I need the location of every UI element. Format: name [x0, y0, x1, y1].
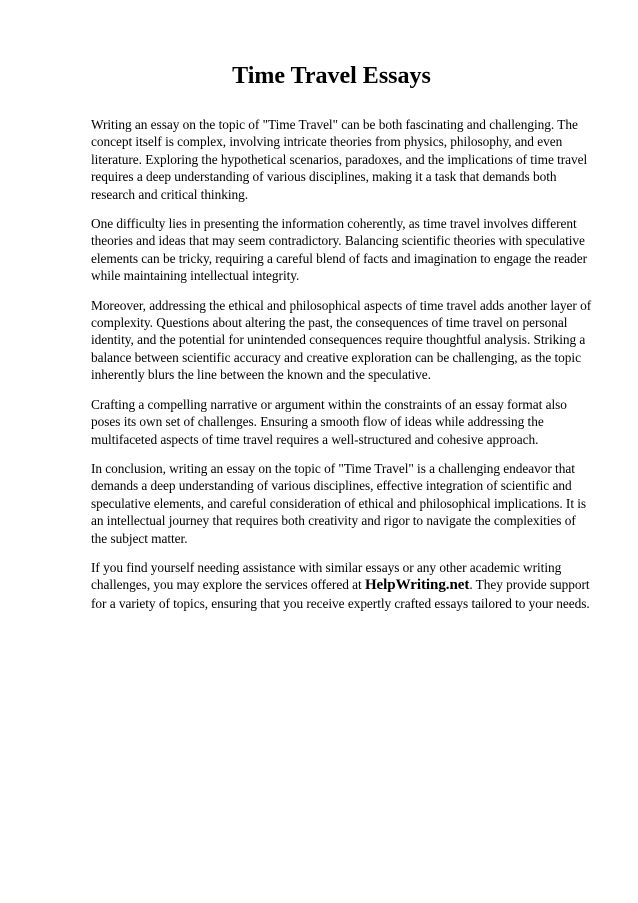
paragraph-difficulty: One difficulty lies in presenting the information coherently, as time travel involves different theories and ideas that may seem contradictory. Balancing scientific theories with speculative elements can be tricky, requiring a careful blend of facts and imagination to engage the reader while maintaining intellectual integrity. [91, 216, 588, 284]
paragraph-intro: Writing an essay on the topic of "Time Travel" can be both fascinating and challenging. The concept itself is complex, involving intricate theories from physics, philosophy, and even literature. Exploring the hypothetical scenarios, paradoxes, and the implications of time travel requires a deep understanding of various disciplines, making it a task that demands both research and critical thinking. [91, 117, 588, 202]
paragraph-narrative: Crafting a compelling narrative or argument within the constraints of an essay format also poses its own set of challenges. Ensuring a smooth flow of ideas while addressing the multifaceted aspects of time travel requires a well-structured and cohesive approach. [91, 396, 567, 447]
closing-text-before-link: If you find yourself needing assistance with similar essays or any other academic writing challenges, you may explore the services offered at [91, 559, 562, 593]
paragraph-conclusion: In conclusion, writing an essay on the topic of "Time Travel" is a challenging endeavor that demands a deep understanding of various disciplines, effective integration of scientific and speculative elements, and careful consideration of ethical and philosophical implications. It is an intellectual journey that requires both creativity and rigor to navigate the complexities of the subject matter. [91, 460, 587, 546]
helpwriting-link[interactable]: HelpWriting.net [364, 577, 470, 594]
closing-text-after-link: . They provide support for a variety of topics, ensuring that you receive expertly crafted essays tailored to your needs. [91, 577, 590, 611]
paragraph-closing [91, 559, 592, 612]
document-title: Time Travel Essays [232, 63, 431, 89]
paragraph-ethics: Moreover, addressing the ethical and philosophical aspects of time travel adds another layer of complexity. Questions about altering the past, the consequences of time travel on personal identity, and the potential for unintended consequences require thoughtful analysis. Striking a balance between scientific accuracy and creative exploration can be challenging, as the topic inherently blurs the line between the known and the speculative. [91, 297, 592, 383]
